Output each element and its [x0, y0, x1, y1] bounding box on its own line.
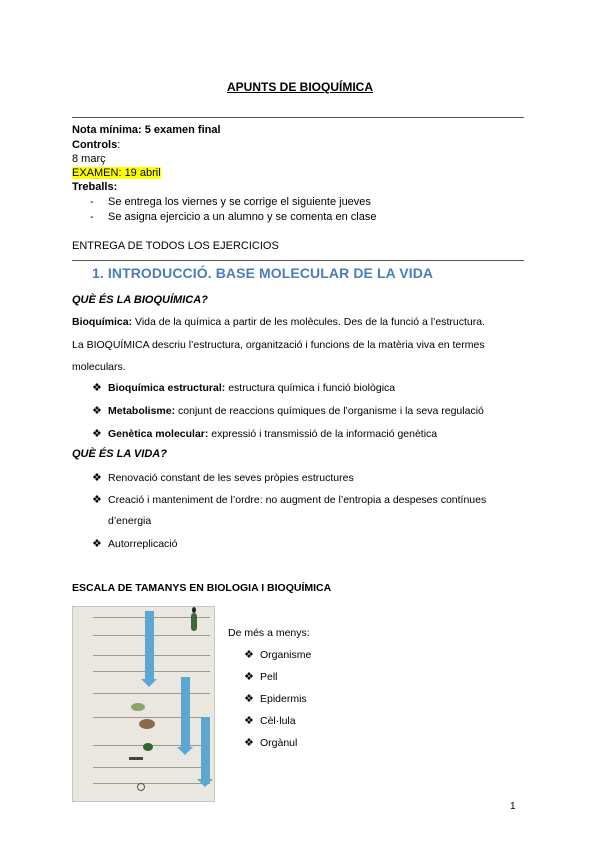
bullet-continuation: d’energia — [108, 515, 152, 527]
treballs-item: - Se entrega los viernes y se corrige el siguiente jueves — [90, 196, 371, 208]
document-title: APUNTS DE BIOQUÍMICA — [226, 80, 373, 94]
bullet-item: ❖ Genètica molecular: expressió i transmissió de la informació genètica — [92, 428, 438, 440]
question-vida: QUÈ ÉS LA VIDA? — [72, 448, 167, 460]
treballs-label: Treballs: — [72, 181, 118, 193]
size-scale-figure — [72, 606, 215, 802]
bullet-item: ❖ Autorreplicació — [92, 538, 178, 550]
question-bioquimica: QUÈ ÉS LA BIOQUÍMICA? — [72, 294, 208, 306]
size-list-item: ❖ Pell — [244, 671, 278, 683]
size-list-item: ❖ Cèl·lula — [244, 715, 296, 727]
description-line: moleculars. — [72, 361, 126, 373]
divider-top — [72, 117, 524, 118]
treballs-item: - Se asigna ejercicio a un alumno y se comenta en clase — [90, 211, 377, 223]
nota-minima: Nota mínima: 5 examen final — [72, 124, 221, 136]
mes-menys-label: De més a menys: — [228, 627, 310, 639]
divider-section — [72, 260, 524, 261]
definition: Bioquímica: Vida de la química a partir de les molècules. Des de la funció a l’estructura. — [72, 316, 485, 328]
bullet-item: ❖ Bioquímica estructural: estructura química i funció biològica — [92, 382, 396, 394]
entrega-text: ENTREGA DE TODOS LOS EJERCICIOS — [72, 240, 279, 252]
section-heading: 1. INTRODUCCIÓ. BASE MOLECULAR DE LA VIDA — [92, 265, 434, 281]
size-list-item: ❖ Epidermis — [244, 693, 307, 705]
bullet-item: ❖ Metabolisme: conjunt de reaccions químiques de l’organisme i la seva regulació — [92, 405, 484, 417]
bullet-item: ❖ Renovació constant de les seves pròpies estructures — [92, 472, 354, 484]
bullet-item: ❖ Creació i manteniment de l’ordre: no augment de l’entropia a despeses contínues — [92, 494, 487, 506]
size-list-item: ❖ Orgànul — [244, 737, 298, 749]
control-date: 8 març — [72, 153, 106, 165]
exam-date: EXAMEN: 19 abril — [72, 167, 161, 179]
description-line: La BIOQUÍMICA descriu l’estructura, organització i funcions de la matèria viva en termes — [72, 339, 485, 351]
controls-label: Controls: — [72, 139, 121, 151]
page-number: 1 — [510, 801, 516, 812]
escala-heading: ESCALA DE TAMANYS EN BIOLOGIA I BIOQUÍMICA — [72, 582, 332, 594]
size-list-item: ❖ Organisme — [244, 649, 312, 661]
